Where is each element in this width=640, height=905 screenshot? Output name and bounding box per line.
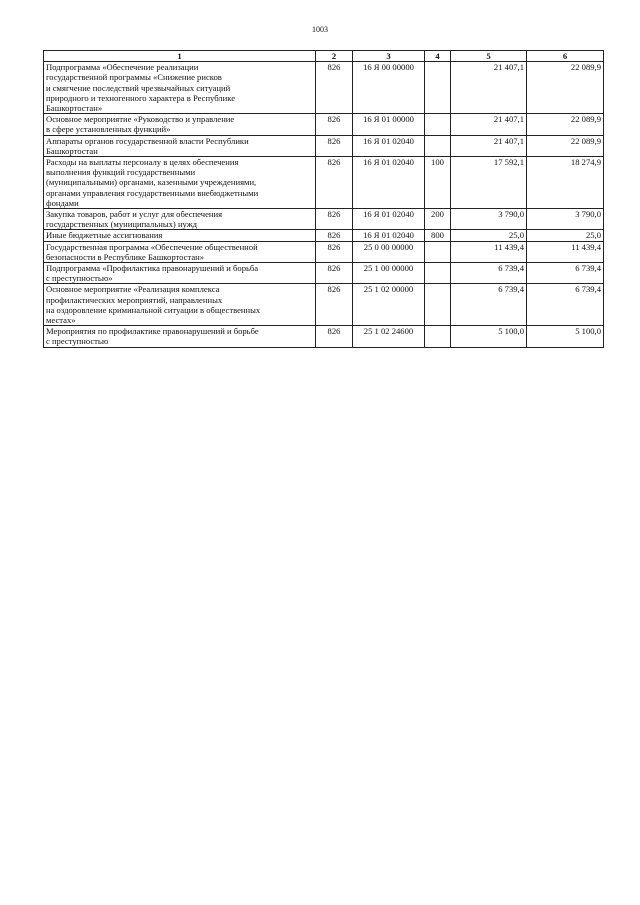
budget-table — [43, 50, 604, 348]
table-row — [44, 241, 604, 262]
row-name-cell: Иные бюджетные ассигнования — [44, 230, 316, 241]
row-vr-cell — [425, 326, 451, 347]
row-ved-cell: 826 — [316, 209, 353, 230]
row-vr-cell: 800 — [425, 230, 451, 241]
column-header-4: 4 — [425, 51, 451, 62]
row-csr-cell: 16 Я 01 02040 — [353, 230, 425, 241]
row-vr-cell — [425, 263, 451, 284]
row-ved-cell: 826 — [316, 284, 353, 326]
table-row — [44, 209, 604, 230]
row-name-cell: Расходы на выплаты персоналу в целях обеспечения выполнения функций государственными (муниципальными) органами, казенными учреждениями, органами управления государственными внебюджетными фондами — [44, 157, 316, 209]
row-sum2-cell: 18 274,9 — [527, 157, 604, 209]
table-row — [44, 326, 604, 347]
row-name-cell: Основное мероприятие «Руководство и управление в сфере установленных функций» — [44, 114, 316, 135]
row-sum1-cell: 17 592,1 — [451, 157, 527, 209]
row-sum1-cell: 6 739,4 — [451, 263, 527, 284]
column-header-5: 5 — [451, 51, 527, 62]
row-csr-cell: 16 Я 01 02040 — [353, 209, 425, 230]
row-sum1-cell: 3 790,0 — [451, 209, 527, 230]
row-ved-cell: 826 — [316, 114, 353, 135]
table-row — [44, 263, 604, 284]
row-ved-cell: 826 — [316, 263, 353, 284]
row-sum1-cell: 21 407,1 — [451, 62, 527, 114]
row-csr-cell: 25 1 02 00000 — [353, 284, 425, 326]
row-csr-cell: 25 0 00 00000 — [353, 241, 425, 262]
row-sum1-cell: 21 407,1 — [451, 135, 527, 156]
row-sum1-cell: 6 739,4 — [451, 284, 527, 326]
row-sum2-cell: 6 739,4 — [527, 263, 604, 284]
row-csr-cell: 16 Я 00 00000 — [353, 62, 425, 114]
row-sum2-cell: 22 089,9 — [527, 62, 604, 114]
row-csr-cell: 25 1 02 24600 — [353, 326, 425, 347]
row-name-cell: Мероприятия по профилактике правонарушений и борьбе с преступностью — [44, 326, 316, 347]
row-sum1-cell: 5 100,0 — [451, 326, 527, 347]
row-ved-cell: 826 — [316, 326, 353, 347]
page-number: 1003 — [312, 25, 328, 34]
row-vr-cell: 100 — [425, 157, 451, 209]
row-name-cell: Подпрограмма «Обеспечение реализации государственной программы «Снижение рисков и смягчение последствий чрезвычайных ситуаций природного и техногенного характера в Республике Башкортостан» — [44, 62, 316, 114]
row-sum2-cell: 6 739,4 — [527, 284, 604, 326]
row-ved-cell: 826 — [316, 230, 353, 241]
row-csr-cell: 16 Я 01 02040 — [353, 157, 425, 209]
row-csr-cell: 16 Я 01 00000 — [353, 114, 425, 135]
row-vr-cell: 200 — [425, 209, 451, 230]
table-row — [44, 284, 604, 326]
row-name-cell: Основное мероприятие «Реализация комплекса профилактических мероприятий, направленных на оздоровление криминальной ситуации в общественных местах» — [44, 284, 316, 326]
row-name-cell: Подпрограмма «Профилактика правонарушений и борьба с преступностью» — [44, 263, 316, 284]
row-name-cell: Закупка товаров, работ и услуг для обеспечения государственных (муниципальных) нужд — [44, 209, 316, 230]
table-header-row — [44, 51, 604, 62]
row-name-cell: Государственная программа «Обеспечение общественной безопасности в Республике Башкортостан» — [44, 241, 316, 262]
table-row — [44, 135, 604, 156]
column-header-6: 6 — [527, 51, 604, 62]
column-header-3: 3 — [353, 51, 425, 62]
row-sum1-cell: 11 439,4 — [451, 241, 527, 262]
row-ved-cell: 826 — [316, 241, 353, 262]
row-csr-cell: 16 Я 01 02040 — [353, 135, 425, 156]
row-sum2-cell: 22 089,9 — [527, 135, 604, 156]
row-sum2-cell: 25,0 — [527, 230, 604, 241]
table-row — [44, 114, 604, 135]
row-name-cell: Аппараты органов государственной власти Республики Башкортостан — [44, 135, 316, 156]
column-header-2: 2 — [316, 51, 353, 62]
row-sum1-cell: 21 407,1 — [451, 114, 527, 135]
row-vr-cell — [425, 62, 451, 114]
column-header-1: 1 — [44, 51, 316, 62]
row-ved-cell: 826 — [316, 135, 353, 156]
row-vr-cell — [425, 114, 451, 135]
table-row — [44, 157, 604, 209]
row-sum2-cell: 11 439,4 — [527, 241, 604, 262]
row-vr-cell — [425, 135, 451, 156]
table-row — [44, 230, 604, 241]
row-sum2-cell: 22 089,9 — [527, 114, 604, 135]
row-sum2-cell: 5 100,0 — [527, 326, 604, 347]
row-ved-cell: 826 — [316, 157, 353, 209]
row-vr-cell — [425, 241, 451, 262]
row-ved-cell: 826 — [316, 62, 353, 114]
row-sum2-cell: 3 790,0 — [527, 209, 604, 230]
row-csr-cell: 25 1 00 00000 — [353, 263, 425, 284]
row-vr-cell — [425, 284, 451, 326]
table-row — [44, 62, 604, 114]
row-sum1-cell: 25,0 — [451, 230, 527, 241]
